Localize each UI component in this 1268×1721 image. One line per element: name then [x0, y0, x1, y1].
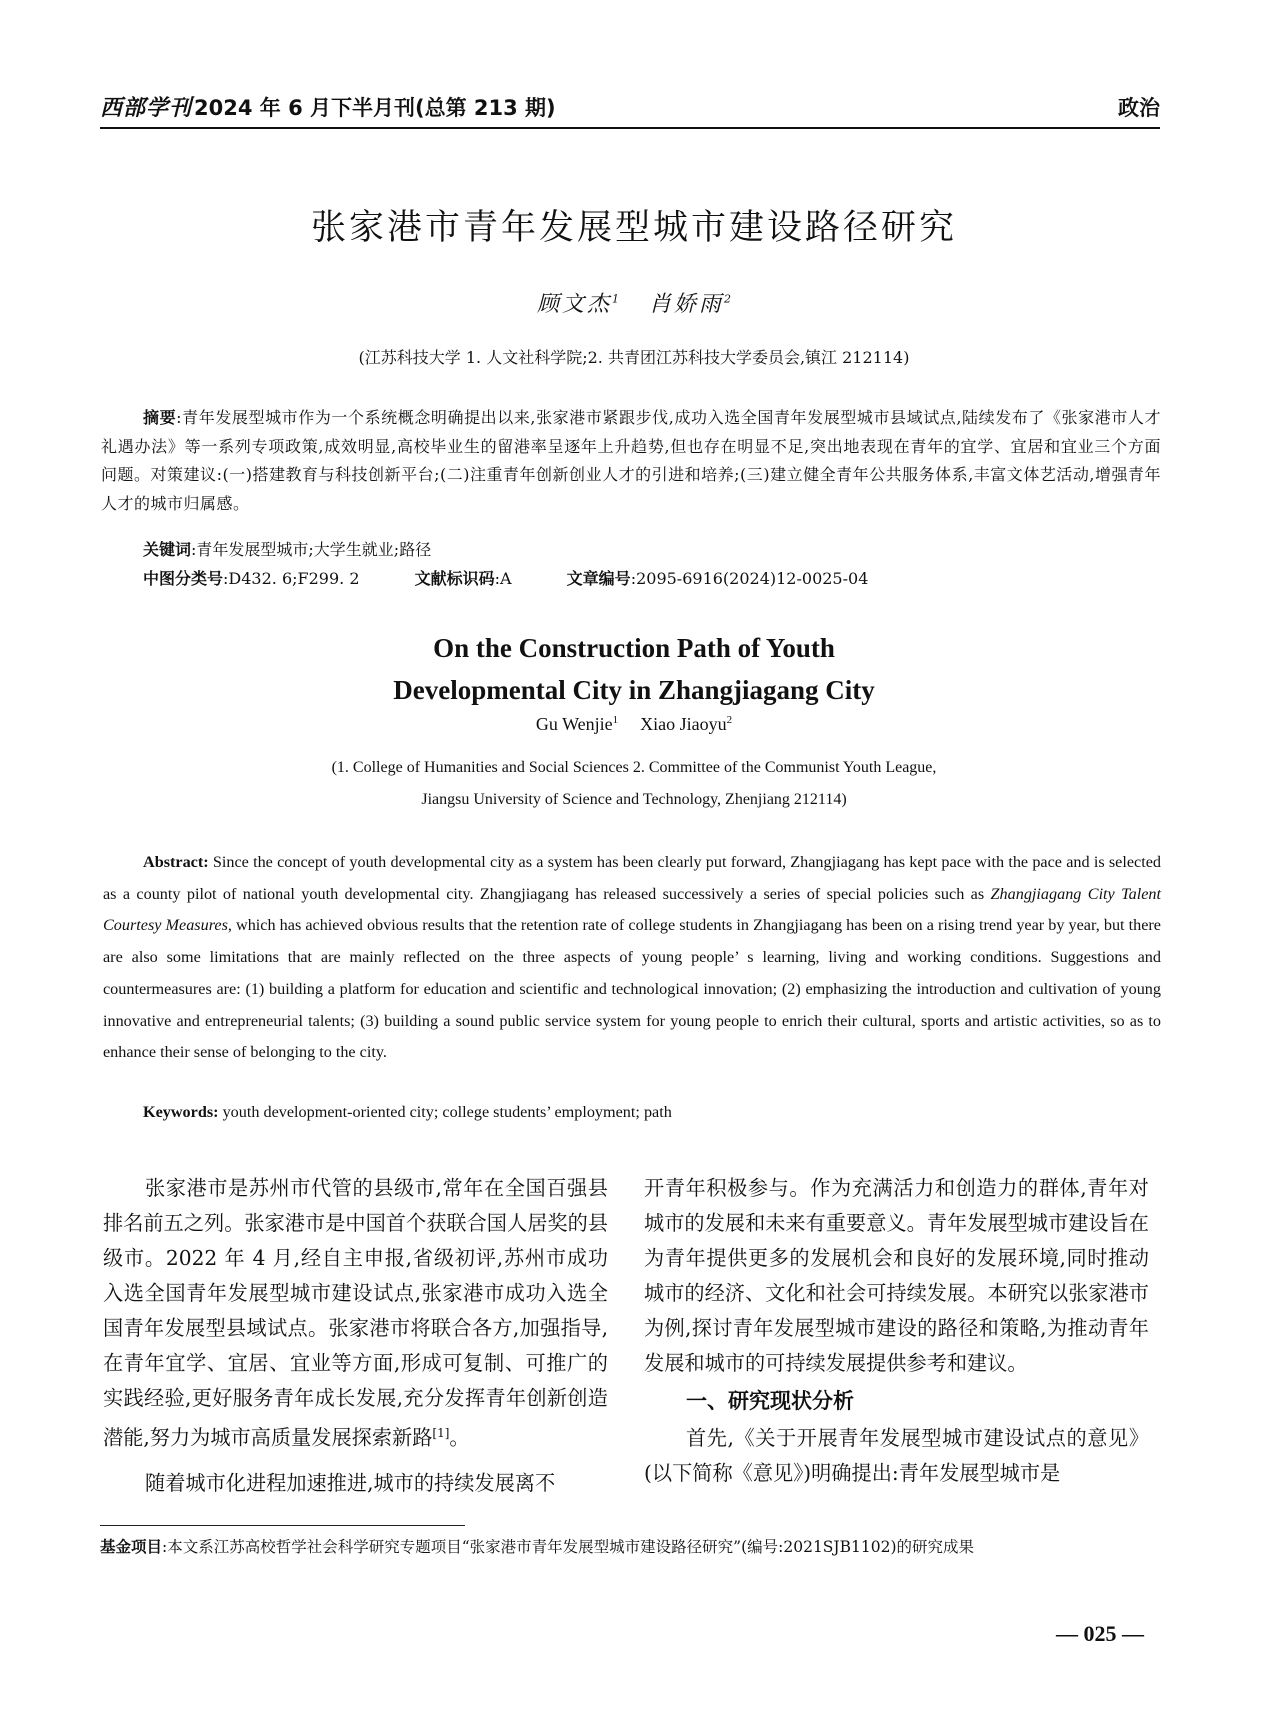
author-mark: 1: [612, 292, 619, 306]
author-mark: 1: [612, 714, 619, 726]
section-heading: 一、研究现状分析: [686, 1389, 854, 1413]
issue-info: 2024 年 6 月下半月刊(总第 213 期): [194, 96, 556, 120]
running-header: [100, 88, 1160, 122]
citation-ref: [1]: [432, 1426, 450, 1440]
clc-number: [143, 566, 360, 589]
header-divider: [100, 127, 1160, 129]
abstract-text: :青年发展型城市作为一个系统概念明确提出以来,张家港市紧跟步伐,成功入选全国青年发展型城市县域试点,陆续发布了《张家港市人才礼遇办法》等一系列专项政策,成效明显,高校毕业生的留港率呈逐年上升趋势,但也存在明显不足,突出地表现在青年的宜学、宜居和宜业三个方面问题。对策建议:(一)搭建教育与科技创新平台;(二)注重青年创新创业人才的引进和培养;(三)建立健全青年公共服务体系,丰富文体艺活动,增强青年人才的城市归属感。: [101, 408, 1161, 513]
author-name: Gu Wenjie: [535, 714, 613, 734]
affiliation-line: Jiangsu University of Science and Technology, Zhenjiang 212114): [421, 791, 847, 808]
keywords-text: :青年发展型城市;大学生就业;路径: [191, 540, 432, 559]
doc-label: 文献标识码: [414, 569, 495, 588]
title-chinese: 张家港市青年发展型城市建设路径研究: [310, 208, 957, 248]
header-left: [100, 91, 556, 122]
clc-value: :D432. 6;F299. 2: [223, 569, 360, 588]
author-name: 顾文杰: [536, 292, 612, 317]
authors-chinese: [0, 287, 1268, 318]
title-english-line: On the Construction Path of Youth: [433, 633, 835, 663]
journal-logo: 西部学刊: [100, 95, 193, 121]
author-mark: 2: [724, 292, 732, 306]
article-number: [567, 566, 869, 589]
abstract-label: Abstract:: [143, 853, 209, 871]
abstract-label: 摘要: [143, 408, 177, 427]
keywords-text: youth development-oriented city; college students’ employment; path: [218, 1103, 672, 1121]
affiliation-english: [0, 752, 1268, 816]
doc-value: :A: [494, 569, 512, 588]
affiliation-chinese: (江苏科技大学 1. 人文社科学院;2. 共青团江苏科技大学委员会,镇江 212114): [358, 348, 910, 367]
paragraph-end: 。: [449, 1425, 470, 1450]
footnote-divider: [100, 1525, 465, 1526]
abstract-chinese: [101, 404, 1161, 518]
author-name: 肖娇雨: [649, 292, 725, 317]
body-paragraph: 随着城市化进程加速推进,城市的持续发展离不: [145, 1470, 556, 1495]
footnote-label: 基金项目: [100, 1538, 163, 1556]
footnote-text: :本文系江苏高校哲学社会科学研究专题项目“张家港市青年发展型城市建设路径研究”(编号:2021SJB1102)的研究成果: [162, 1538, 975, 1556]
body-column-left: [103, 1171, 608, 1501]
author-name: Xiao Jiaoyu: [640, 714, 727, 734]
body-paragraph: 开青年积极参与。作为充满活力和创造力的群体,青年对城市的发展和未来有重要意义。青年发展型城市建设旨在为青年提供更多的发展机会和良好的发展环境,同时推动城市的经济、文化和社会可持续发展。本研究以张家港市为例,探讨青年发展型城市建设的路径和策略,为推动青年发展和城市的可持续发展提供参考和建议。: [644, 1176, 1149, 1375]
keywords-chinese: [143, 537, 431, 560]
affiliation-line: (1. College of Humanities and Social Sciences 2. Committee of the Communist Youth League,: [331, 759, 937, 776]
authors-english: [0, 714, 1268, 735]
body-column-right: [644, 1171, 1149, 1491]
title-english: [0, 627, 1268, 711]
keywords-label: Keywords:: [143, 1103, 219, 1121]
clc-label: 中图分类号: [143, 569, 224, 588]
article-value: :2095-6916(2024)12-0025-04: [630, 569, 869, 588]
section-label: 政治: [1118, 96, 1160, 120]
page-number: — 025 —: [1056, 1621, 1144, 1646]
keywords-label: 关键词: [143, 540, 192, 559]
body-paragraph: [103, 1171, 608, 1456]
abstract-english: [103, 847, 1161, 1069]
paragraph-text: 张家港市是苏州市代管的县级市,常年在全国百强县排名前五之列。张家港市是中国首个获联合国人居奖的县级市。2022 年 4 月,经自主申报,省级初评,苏州市成功入选全国青年发展型城市建设试点,张家港市成功入选全国青年发展型县域试点。张家港市将联合各方,加强指导,在青年宜学、宜居、宜业等方面,形成可复制、可推广的实践经验,更好服务青年成长发展,充分发挥青年创新创造潜能,努力为城市高质量发展探索新路: [103, 1176, 608, 1450]
author-mark: 2: [726, 714, 733, 726]
body-paragraph: 首先,《关于开展青年发展型城市建设试点的意见》(以下简称《意见》)明确提出:青年发展型城市是: [644, 1426, 1149, 1485]
abstract-text: Since the concept of youth developmental city as a system has been clearly put forward, Zhangjiagang has kept pace with the pace and is selected as a county pilot of national youth developmental city. Zhangjiagang has released successively a series of special policies such as: [103, 853, 1161, 903]
policy-title: Zhangjiagang City Talent Courtesy Measures: [103, 884, 1162, 935]
title-english-line: Developmental City in Zhangjiagang City: [393, 675, 875, 705]
keywords-english: [143, 1103, 672, 1122]
funding-footnote: [100, 1532, 1162, 1563]
article-label: 文章编号: [566, 569, 631, 588]
classification-row: [143, 566, 1143, 589]
document-code: [415, 566, 512, 589]
abstract-text: , which has achieved obvious results that the retention rate of college students in Zhangjiagang has been on a rising trend year by year, but there are also some limitations that are mainly reflected on the three aspects of young people’ s learning, living and working conditions. Suggestions and countermeasures are: (1) building a platform for education and scientific and technological innovation; (2) emphasizing the introduction and cultivation of young innovative and entrepreneurial talents; (3) building a sound public service system for young people to enrich their cultural, sports and artistic activities, so as to enhance their sense of belonging to the city.: [103, 916, 1161, 1062]
